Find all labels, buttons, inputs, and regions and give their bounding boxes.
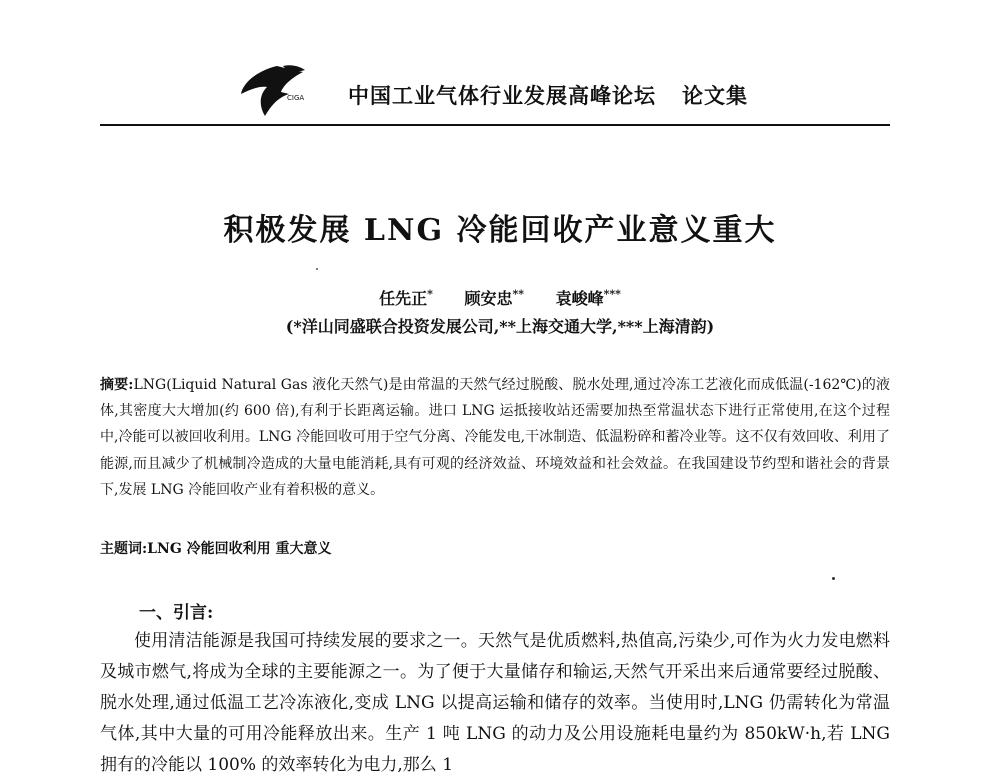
paper-title: 积极发展 LNG 冷能回收产业意义重大 xyxy=(223,213,777,248)
scan-speck xyxy=(316,268,318,270)
collection-label: 论文集 xyxy=(682,83,748,108)
author-name: 袁峻峰 xyxy=(555,289,604,308)
keywords-label: 主题词: xyxy=(100,541,148,557)
author-2 xyxy=(464,289,524,308)
abstract-label: 摘要: xyxy=(100,377,134,393)
scan-speck xyxy=(832,577,835,580)
author-list xyxy=(0,286,1000,309)
author-mark: *** xyxy=(603,287,621,301)
abstract xyxy=(100,372,890,503)
journal-name: 中国工业气体行业发展高峰论坛 xyxy=(348,83,656,108)
forum-logo-icon xyxy=(237,62,317,122)
journal-header xyxy=(348,80,748,110)
author-1 xyxy=(379,289,433,308)
author-mark: * xyxy=(427,287,433,301)
keywords-text: LNG 冷能回收利用 重大意义 xyxy=(147,541,332,557)
abstract-text: LNG(Liquid Natural Gas 液化天然气)是由常温的天然气经过脱酸、脱水处理,通过冷冻工艺液化而成低温(-162℃)的液体,其密度大大增加(约 600 倍),有利于长距离运输。进口 LNG 运抵接收站还需要加热至常温状态下进行正常使用,在这个过程中,冷能可以被回收利用。LNG 冷能回收可用于空气分离、冷能发电,干冰制造、低温粉碎和蓄冷业等。这不仅有效回收、利用了能源,而且减少了机械制冷造成的大量电能消耗,具有可观的经济效益、环境效益和社会效益。在我国建设节约型和谐社会的背景下,发展 LNG 冷能回收产业有着积极的意义。 xyxy=(100,377,890,498)
keywords xyxy=(100,538,890,558)
author-mark: ** xyxy=(512,287,525,301)
author-name: 顾安忠 xyxy=(464,289,513,308)
author-3 xyxy=(556,289,621,308)
header-rule xyxy=(100,124,890,126)
affiliations: (*洋山同盛联合投资发展公司,**上海交通大学,***上海清韵) xyxy=(285,317,715,336)
section-heading: 一、引言: xyxy=(139,603,214,623)
logo-text: CIGA xyxy=(287,94,305,102)
section-body: 使用清洁能源是我国可持续发展的要求之一。天然气是优质燃料,热值高,污染少,可作为火力发电燃料及城市燃气,将成为全球的主要能源之一。为了便于大量储存和输运,天然气开采出来后通常要经过脱酸、脱水处理,通过低温工艺冷冻液化,变成 LNG 以提高运输和储存的效率。当使用时,LNG 仍需转化为常温气体,其中大量的可用冷能释放出来。生产 1 吨 LNG 的动力及公用设施耗电量约为 850kW·h,若 LNG 拥有的冷能以 100% 的效率转化为电力,那么 1 xyxy=(100,631,890,775)
author-name: 任先正 xyxy=(379,289,428,308)
